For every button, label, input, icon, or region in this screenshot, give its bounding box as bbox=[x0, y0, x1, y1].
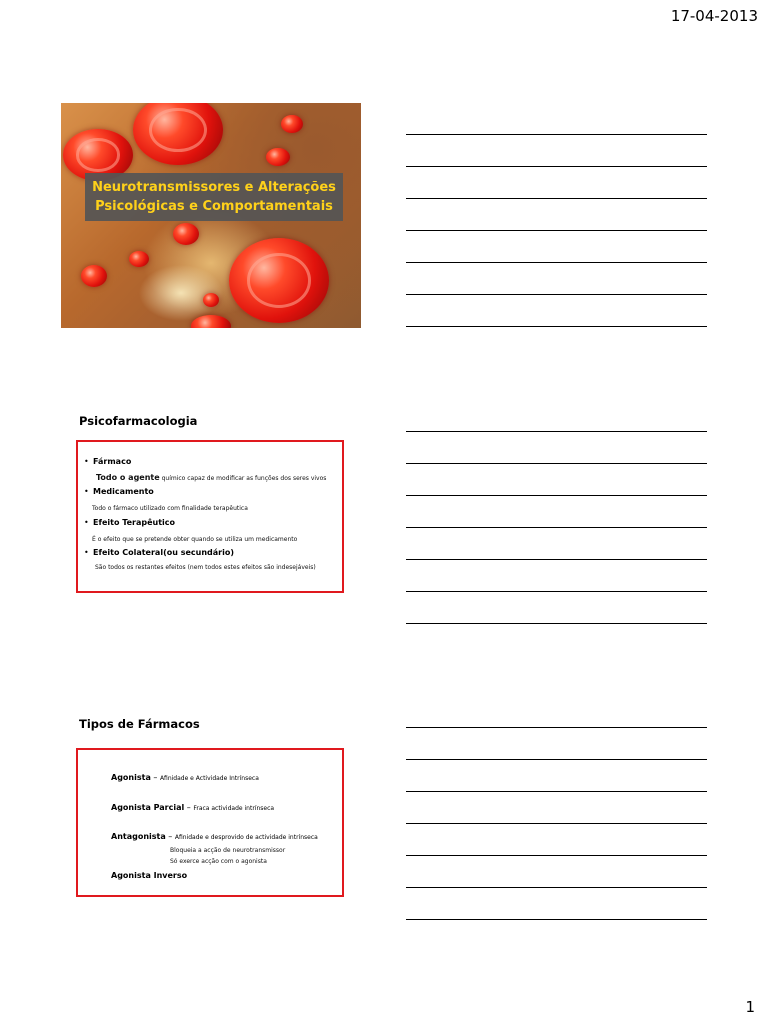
desc-farmaco: Todo o agente químico capaz de modificar as funções dos seres vivos bbox=[96, 473, 327, 482]
note-line bbox=[406, 166, 707, 167]
term-farmaco: Fármaco bbox=[93, 457, 132, 466]
red-blood-cell bbox=[281, 115, 303, 133]
desc-medicamento: Todo o fármaco utilizado com finalidade terapêutica bbox=[92, 505, 248, 512]
note-line bbox=[406, 527, 707, 528]
note-line bbox=[406, 495, 707, 496]
antagonist-note-2: Só exerce acção com o agonista bbox=[170, 858, 267, 865]
note-line bbox=[406, 591, 707, 592]
note-line bbox=[406, 294, 707, 295]
red-blood-cell bbox=[133, 103, 223, 165]
type-agonista-inverso: Agonista Inverso bbox=[111, 871, 188, 880]
note-line bbox=[406, 855, 707, 856]
slide-1-title bbox=[85, 173, 343, 221]
red-blood-cell bbox=[173, 223, 199, 245]
type-antagonista: Antagonista – Afinidade e desprovido de actividade intrínseca bbox=[111, 832, 318, 841]
title-line-1: Neurotransmissores e Alterações bbox=[92, 180, 336, 195]
note-line bbox=[406, 823, 707, 824]
note-line bbox=[406, 791, 707, 792]
slide-3-box bbox=[76, 748, 344, 897]
date-header: 17-04-2013 bbox=[670, 7, 758, 25]
page-number: 1 bbox=[745, 998, 755, 1016]
note-line bbox=[406, 262, 707, 263]
note-line bbox=[406, 559, 707, 560]
item-medicamento: • Medicamento bbox=[84, 487, 154, 496]
term-medicamento: Medicamento bbox=[93, 487, 154, 496]
type-agonista-parcial: Agonista Parcial – Fraca actividade intrínseca bbox=[111, 803, 275, 812]
title-line-2: Psicológicas e Comportamentais bbox=[95, 199, 333, 214]
red-blood-cell bbox=[191, 315, 231, 328]
item-efeito-colateral: • Efeito Colateral(ou secundário) bbox=[84, 548, 234, 557]
slide-2-heading: Psicofarmacologia bbox=[79, 414, 198, 428]
note-line bbox=[406, 759, 707, 760]
red-blood-cell bbox=[203, 293, 219, 307]
note-line bbox=[406, 727, 707, 728]
type-agonista: Agonista – Afinidade e Actividade Intrínseca bbox=[111, 773, 259, 782]
antagonist-note-1: Bloqueia a acção de neurotransmissor bbox=[170, 847, 286, 854]
desc-efeito-terapeutico: É o efeito que se pretende obter quando se utiliza um medicamento bbox=[92, 536, 298, 543]
red-blood-cell bbox=[81, 265, 107, 287]
note-line bbox=[406, 198, 707, 199]
red-blood-cell bbox=[229, 238, 329, 323]
note-line bbox=[406, 623, 707, 624]
desc-efeito-colateral: São todos os restantes efeitos (nem todos estes efeitos são indesejáveis) bbox=[95, 564, 316, 571]
note-line bbox=[406, 887, 707, 888]
slide-3-heading: Tipos de Fármacos bbox=[79, 717, 200, 731]
term-efeito-colateral: Efeito Colateral(ou secundário) bbox=[93, 548, 234, 557]
item-efeito-terapeutico: • Efeito Terapêutico bbox=[84, 518, 176, 527]
note-line bbox=[406, 463, 707, 464]
note-line bbox=[406, 919, 707, 920]
slide-2-box bbox=[76, 440, 344, 593]
red-blood-cell bbox=[266, 148, 290, 166]
note-line bbox=[406, 230, 707, 231]
term-efeito-terapeutico: Efeito Terapêutico bbox=[93, 518, 176, 527]
slide-1-title-image bbox=[61, 103, 361, 328]
note-line bbox=[406, 326, 707, 327]
note-line bbox=[406, 431, 707, 432]
item-farmaco: • Fármaco bbox=[84, 457, 132, 466]
red-blood-cell bbox=[129, 251, 149, 267]
note-line bbox=[406, 134, 707, 135]
